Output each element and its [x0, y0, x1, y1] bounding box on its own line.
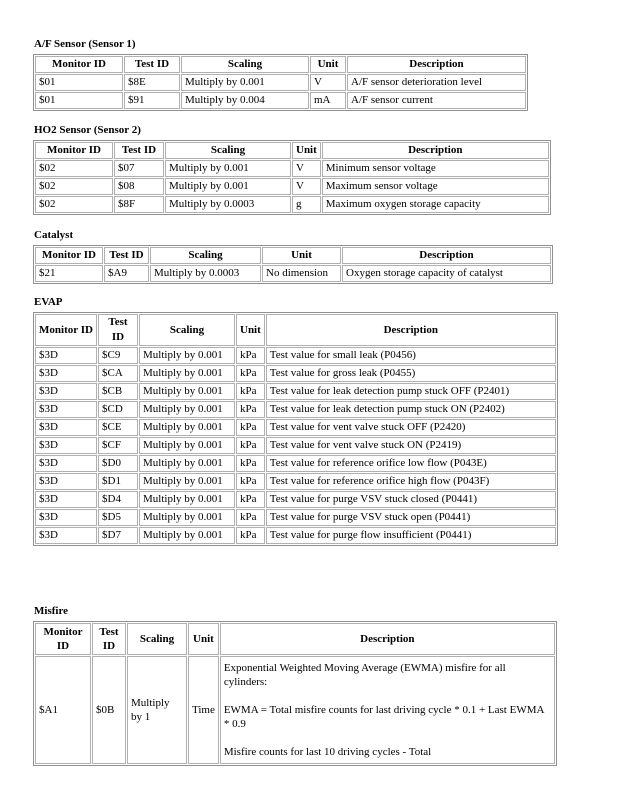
cell-monitor-id: $3D — [35, 509, 97, 526]
cell-monitor-id: $21 — [35, 265, 103, 282]
table-body — [35, 347, 556, 544]
table-row — [35, 527, 556, 544]
cell-description: Test value for leak detection pump stuck ON (P2402) — [266, 401, 556, 418]
table-body — [35, 265, 551, 282]
header-row — [35, 314, 556, 346]
cell-description: A/F sensor current — [347, 92, 526, 109]
col-header-test-id: Test ID — [104, 247, 149, 264]
cell-monitor-id: $3D — [35, 383, 97, 400]
table-row — [35, 437, 556, 454]
cell-scaling: Multiply by 0.001 — [139, 437, 235, 454]
col-header-unit: Unit — [236, 314, 265, 346]
col-header-monitor-id: Monitor ID — [35, 314, 97, 346]
table-row — [35, 473, 556, 490]
table-row — [35, 196, 549, 213]
cell-unit: Time — [188, 656, 219, 764]
cell-monitor-id: $3D — [35, 347, 97, 364]
cell-description: Test value for reference orifice low flow (P043E) — [266, 455, 556, 472]
cell-scaling: Multiply by 0.001 — [139, 419, 235, 436]
cell-test-id: $D5 — [98, 509, 138, 526]
cell-description: Maximum oxygen storage capacity — [322, 196, 549, 213]
header-row — [35, 56, 526, 73]
col-header-unit: Unit — [310, 56, 346, 73]
description-line: Exponential Weighted Moving Average (EWMA) misfire for all cylinders: — [223, 662, 506, 688]
cell-unit: g — [292, 196, 321, 213]
cell-scaling: Multiply by 0.001 — [139, 455, 235, 472]
cell-monitor-id: $3D — [35, 455, 97, 472]
table-body — [35, 74, 526, 109]
cell-unit: kPa — [236, 491, 265, 508]
cell-description: Test value for purge VSV stuck closed (P0441) — [266, 491, 556, 508]
cell-unit: kPa — [236, 455, 265, 472]
col-header-monitor-id: Monitor ID — [35, 623, 91, 655]
cell-test-id: $CB — [98, 383, 138, 400]
table-row — [35, 401, 556, 418]
cell-test-id: $CE — [98, 419, 138, 436]
cell-unit: kPa — [236, 401, 265, 418]
section-title: HO2 Sensor (Sensor 2) — [34, 124, 141, 136]
cell-test-id: $D7 — [98, 527, 138, 544]
table-row — [35, 92, 526, 109]
cell-description: Test value for leak detection pump stuck OFF (P2401) — [266, 383, 556, 400]
col-header-monitor-id: Monitor ID — [35, 56, 123, 73]
catalyst-table — [33, 245, 553, 284]
cell-scaling: Multiply by 0.001 — [165, 178, 291, 195]
col-header-test-id: Test ID — [92, 623, 126, 655]
table-row — [35, 160, 549, 177]
col-header-monitor-id: Monitor ID — [35, 142, 113, 159]
table-body — [35, 160, 549, 213]
cell-test-id: $A9 — [104, 265, 149, 282]
cell-test-id: $8E — [124, 74, 180, 91]
col-header-description: Description — [342, 247, 551, 264]
cell-test-id: $CA — [98, 365, 138, 382]
cell-unit: kPa — [236, 347, 265, 364]
cell-description: Minimum sensor voltage — [322, 160, 549, 177]
cell-monitor-id: $01 — [35, 74, 123, 91]
section-title: Misfire — [34, 605, 69, 617]
table-row — [35, 74, 526, 91]
table-row — [35, 347, 556, 364]
cell-scaling: Multiply by 0.001 — [139, 491, 235, 508]
table-row — [35, 509, 556, 526]
col-header-unit: Unit — [292, 142, 321, 159]
cell-test-id: $0B — [92, 656, 126, 764]
af-sensor-section — [33, 38, 528, 111]
cell-test-id: $08 — [114, 178, 164, 195]
cell-unit: kPa — [236, 473, 265, 490]
col-header-description: Description — [266, 314, 556, 346]
col-header-monitor-id: Monitor ID — [35, 247, 103, 264]
col-header-scaling: Scaling — [181, 56, 309, 73]
cell-test-id: $D4 — [98, 491, 138, 508]
cell-scaling: Multiply by 0.0003 — [165, 196, 291, 213]
cell-test-id: $CF — [98, 437, 138, 454]
cell-monitor-id: $3D — [35, 473, 97, 490]
cell-test-id: $91 — [124, 92, 180, 109]
col-header-scaling: Scaling — [139, 314, 235, 346]
cell-unit: kPa — [236, 527, 265, 544]
cell-monitor-id: $3D — [35, 491, 97, 508]
table-row — [35, 265, 551, 282]
cell-unit: V — [292, 178, 321, 195]
table-row — [35, 365, 556, 382]
col-header-scaling: Scaling — [127, 623, 187, 655]
catalyst-section — [33, 229, 553, 284]
cell-description: Test value for vent valve stuck ON (P2419) — [266, 437, 556, 454]
misfire-table — [33, 621, 557, 766]
cell-description: A/F sensor deterioration level — [347, 74, 526, 91]
section-title: Catalyst — [34, 229, 74, 241]
cell-scaling: Multiply by 0.001 — [139, 365, 235, 382]
cell-monitor-id: $02 — [35, 160, 113, 177]
cell-unit: kPa — [236, 383, 265, 400]
header-row — [35, 142, 549, 159]
cell-monitor-id: $A1 — [35, 656, 91, 764]
cell-scaling: Multiply by 0.001 — [139, 347, 235, 364]
cell-unit: kPa — [236, 509, 265, 526]
table-row — [35, 178, 549, 195]
description-line: EWMA = Total misfire counts for last driving cycle * 0.1 + Last EWMA * 0.9 — [223, 704, 544, 730]
table-row — [35, 491, 556, 508]
section-title: A/F Sensor (Sensor 1) — [34, 38, 136, 50]
cell-test-id: $CD — [98, 401, 138, 418]
col-header-description: Description — [220, 623, 555, 655]
cell-test-id: $07 — [114, 160, 164, 177]
cell-description: Test value for purge flow insufficient (P0441) — [266, 527, 556, 544]
cell-unit: No dimension — [262, 265, 341, 282]
cell-scaling: Multiply by 0.001 — [139, 401, 235, 418]
cell-description: Oxygen storage capacity of catalyst — [342, 265, 551, 282]
cell-test-id: $D1 — [98, 473, 138, 490]
col-header-scaling: Scaling — [165, 142, 291, 159]
header-row — [35, 623, 555, 655]
evap-section — [33, 296, 558, 546]
cell-monitor-id: $3D — [35, 401, 97, 418]
cell-test-id: $8F — [114, 196, 164, 213]
col-header-unit: Unit — [262, 247, 341, 264]
cell-monitor-id: $01 — [35, 92, 123, 109]
cell-unit: kPa — [236, 437, 265, 454]
misfire-section — [33, 605, 557, 766]
cell-description: Maximum sensor voltage — [322, 178, 549, 195]
cell-description: Test value for purge VSV stuck open (P0441) — [266, 509, 556, 526]
ho2-sensor-table — [33, 140, 551, 215]
cell-monitor-id: $02 — [35, 178, 113, 195]
cell-monitor-id: $3D — [35, 437, 97, 454]
cell-description: Test value for small leak (P0456) — [266, 347, 556, 364]
cell-scaling: Multiply by 0.001 — [139, 527, 235, 544]
cell-scaling: Multiply by 0.0003 — [150, 265, 261, 282]
table-row — [35, 455, 556, 472]
table-row — [35, 656, 555, 764]
cell-unit: kPa — [236, 419, 265, 436]
table-row — [35, 383, 556, 400]
cell-test-id: $C9 — [98, 347, 138, 364]
col-header-description: Description — [322, 142, 549, 159]
cell-scaling: Multiply by 0.004 — [181, 92, 309, 109]
col-header-scaling: Scaling — [150, 247, 261, 264]
cell-monitor-id: $3D — [35, 419, 97, 436]
cell-scaling: Multiply by 0.001 — [181, 74, 309, 91]
cell-unit: V — [310, 74, 346, 91]
cell-scaling: Multiply by 0.001 — [139, 383, 235, 400]
col-header-test-id: Test ID — [124, 56, 180, 73]
cell-scaling: Multiply by 0.001 — [139, 473, 235, 490]
cell-unit: kPa — [236, 365, 265, 382]
col-header-test-id: Test ID — [114, 142, 164, 159]
cell-description: Test value for gross leak (P0455) — [266, 365, 556, 382]
col-header-unit: Unit — [188, 623, 219, 655]
af-sensor-table — [33, 54, 528, 111]
cell-monitor-id: $02 — [35, 196, 113, 213]
cell-monitor-id: $3D — [35, 527, 97, 544]
cell-description: Test value for vent valve stuck OFF (P2420) — [266, 419, 556, 436]
cell-scaling: Multiply by 0.001 — [165, 160, 291, 177]
evap-table — [33, 312, 558, 546]
cell-description: Test value for reference orifice high flow (P043F) — [266, 473, 556, 490]
cell-test-id: $D0 — [98, 455, 138, 472]
cell-unit: mA — [310, 92, 346, 109]
cell-scaling: Multiply by 1 — [127, 656, 187, 764]
col-header-test-id: Test ID — [98, 314, 138, 346]
description-line: Misfire counts for last 10 driving cycles - Total — [223, 746, 432, 758]
section-title: EVAP — [34, 296, 63, 308]
cell-description — [220, 656, 555, 764]
cell-monitor-id: $3D — [35, 365, 97, 382]
header-row — [35, 247, 551, 264]
cell-unit: V — [292, 160, 321, 177]
table-row — [35, 419, 556, 436]
col-header-description: Description — [347, 56, 526, 73]
ho2-sensor-section — [33, 124, 551, 215]
cell-scaling: Multiply by 0.001 — [139, 509, 235, 526]
